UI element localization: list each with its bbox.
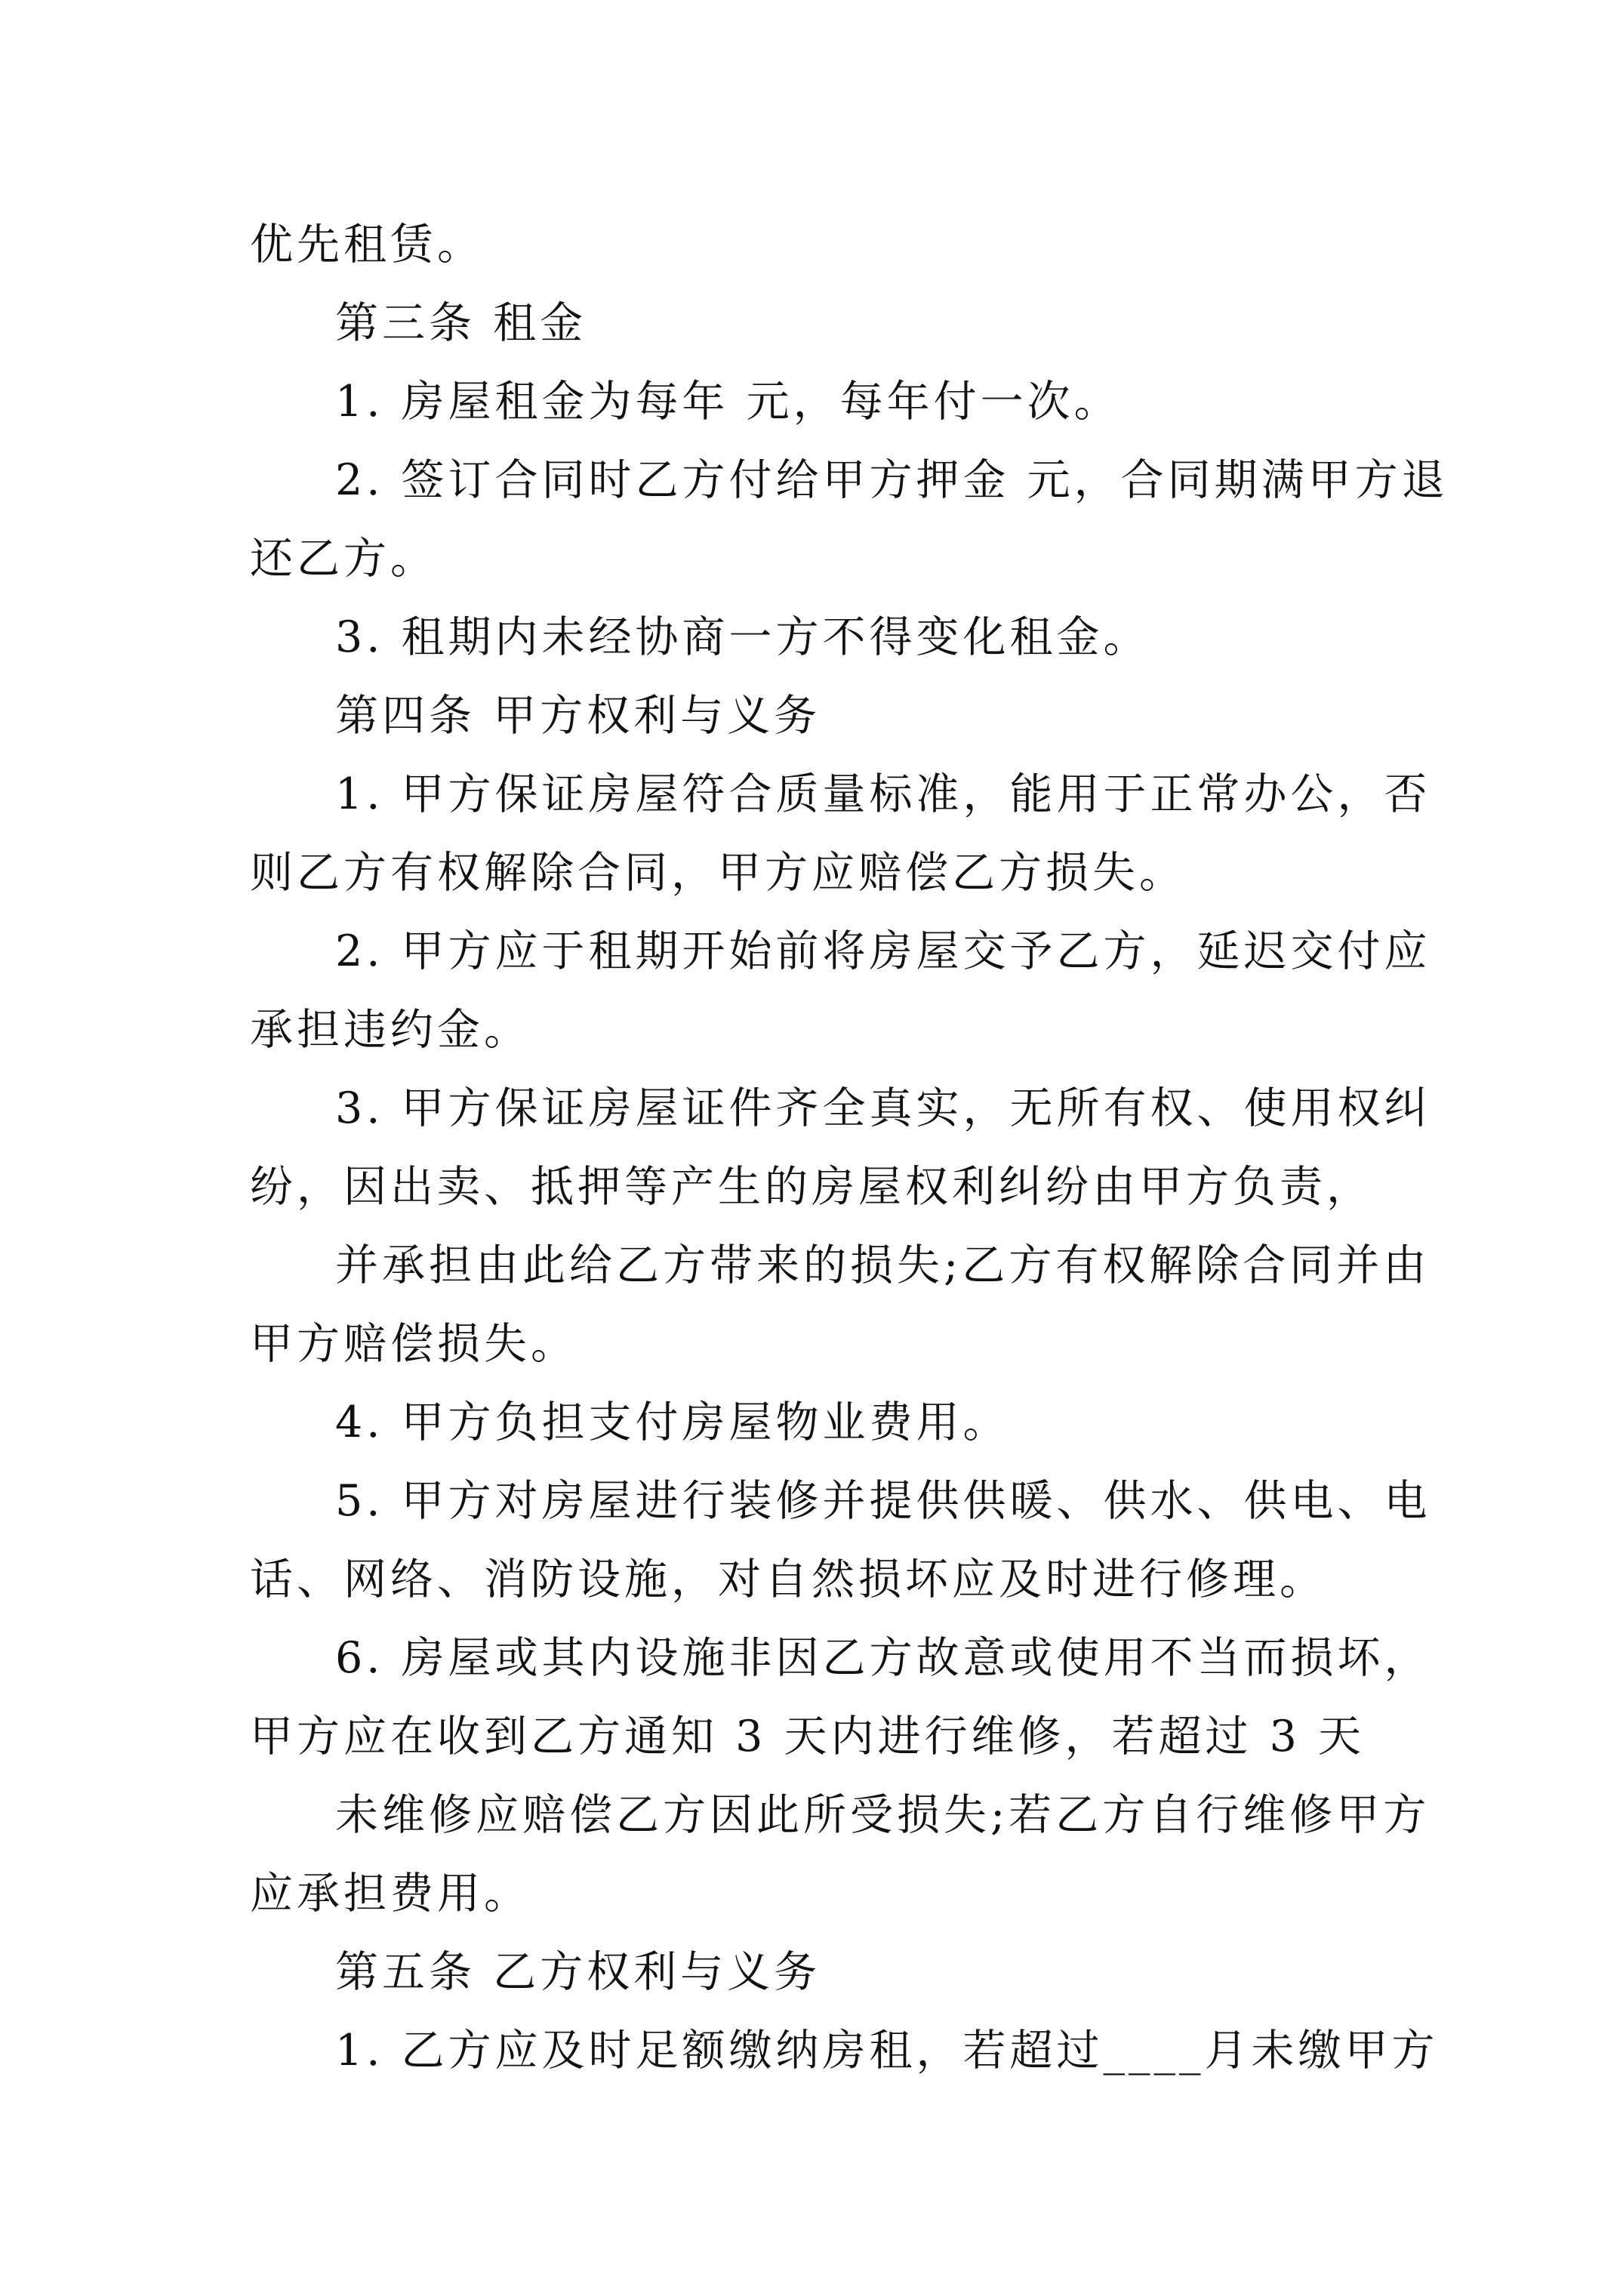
text-line: 3. 租期内未经协商一方不得变化租金。 (335, 612, 1150, 662)
text-line: 并承担由此给乙方带来的损失;乙方有权解除合同并由 (335, 1240, 1431, 1290)
text-line: 2. 签订合同时乙方付给甲方押金 元，合同期满甲方退 (335, 455, 1449, 505)
text-line: 4. 甲方负担支付房屋物业费用。 (335, 1398, 1010, 1447)
section-heading: 第四条 甲方权利与义务 (335, 691, 821, 741)
section-heading: 第三条 租金 (335, 298, 587, 348)
text-line: 2. 甲方应于租期开始前将房屋交予乙方，延迟交付应 (335, 926, 1431, 976)
text-line: 则乙方有权解除合同，甲方应赔偿乙方损失。 (250, 848, 1186, 898)
text-line: 1. 房屋租金为每年 元，每年付一次。 (335, 377, 1121, 427)
text-line: 应承担费用。 (250, 1869, 531, 1918)
text-line: 话、网络、消防设施，对自然损坏应及时进行修理。 (250, 1555, 1326, 1604)
text-line: 甲方应在收到乙方通知 3 天内进行维修，若超过 3 天 (250, 1712, 1366, 1761)
text-line: 未维修应赔偿乙方因此所受损失;若乙方自行维修甲方 (335, 1790, 1431, 1840)
text-line: 纷，因出卖、抵押等产生的房屋权利纠纷由甲方负责， (250, 1162, 1373, 1212)
contract-body (250, 205, 1449, 2090)
text-line: 3. 甲方保证房屋证件齐全真实，无所有权、使用权纠 (335, 1083, 1431, 1133)
section-heading: 第五条 乙方权利与义务 (335, 1947, 821, 1997)
text-line: 甲方赔偿损失。 (250, 1319, 577, 1369)
text-line: 承担违约金。 (250, 1005, 531, 1055)
text-line: 5. 甲方对房屋进行装修并提供供暖、供水、供电、电 (335, 1476, 1431, 1526)
text-line: 优先租赁。 (250, 220, 484, 270)
text-line: 6. 房屋或其内设施非因乙方故意或使用不当而损坏， (335, 1633, 1431, 1683)
text-line: 1. 乙方应及时足额缴纳房租，若超过____月未缴甲方 (335, 2026, 1439, 2076)
text-line: 还乙方。 (250, 534, 437, 584)
text-line: 1. 甲方保证房屋符合质量标准，能用于正常办公，否 (335, 769, 1431, 819)
